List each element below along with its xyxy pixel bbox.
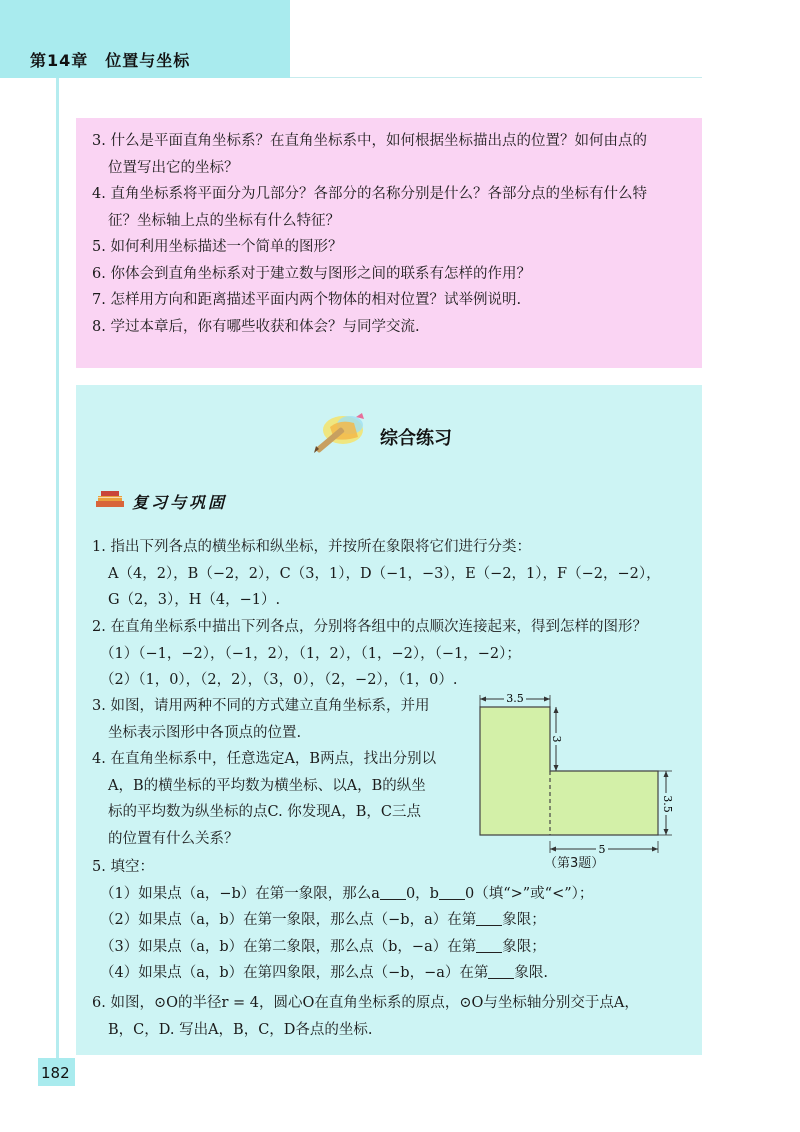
exercise-text: 的位置有什么关系？	[108, 830, 239, 847]
exercise-text: A，B的横坐标的平均数为横坐标、以A，B的纵坐	[108, 777, 426, 794]
blank-prefix: （3）如果点（a，b）在第二象限，那么点（b，−a）在第	[100, 938, 477, 955]
blank-suffix: 象限；	[502, 912, 546, 928]
fill-blank-3	[92, 934, 692, 961]
review-question-4	[92, 181, 682, 234]
exercise-1	[92, 534, 692, 614]
answer-blank	[476, 912, 502, 926]
subsection-title: 复习与巩固	[132, 493, 228, 512]
review-questions-panel	[76, 118, 702, 368]
arrowhead	[544, 697, 550, 702]
dimension-label-bottom: 5	[598, 843, 606, 856]
exercise-text: B，C，D. 写出A，B，C，D各点的坐标.	[108, 1021, 373, 1038]
exercise-2	[92, 614, 692, 694]
review-question-text: 征？坐标轴上点的坐标有什么特征？	[108, 212, 340, 229]
pencil-book-icon	[310, 405, 372, 455]
exercise-text: 5. 填空：	[92, 859, 154, 875]
fill-blank-4	[92, 960, 692, 987]
fill-blank-1	[92, 881, 692, 908]
blank-suffix: 象限.	[514, 965, 548, 981]
review-question-text: 位置写出它的坐标？	[108, 159, 239, 176]
exercise-text: 2. 在直角坐标系中描出下列各点，分别将各组中的点顺次连接起来，得到怎样的图形？	[92, 619, 647, 635]
books-icon	[92, 488, 128, 510]
exercise-text: （1）（−1，−2），（−1，2），（1，2），（1，−2），（−1，−2）；	[100, 645, 521, 662]
exercise-text: 1. 指出下列各点的横坐标和纵坐标，并按所在象限将它们进行分类：	[92, 539, 531, 555]
chapter-title: 第14章 位置与坐标	[30, 51, 191, 70]
review-question-7: 7. 怎样用方向和距离描述平面内两个物体的相对位置？试举例说明.	[92, 292, 522, 308]
blank-text: 0，b	[405, 885, 439, 902]
exercise-4	[92, 746, 472, 852]
review-question-6: 6. 你体会到直角坐标系对于建立数与图形之间的联系有怎样的作用？	[92, 265, 531, 282]
exercise-text: 坐标表示图形中各顶点的位置.	[108, 724, 302, 741]
side-margin-rule	[56, 78, 59, 1058]
arrowhead	[550, 847, 556, 852]
answer-blank	[476, 939, 502, 953]
page-number: 182	[41, 1064, 70, 1082]
fill-blank-2	[92, 907, 692, 934]
review-question-text: 3. 什么是平面直角坐标系？在直角坐标系中，如何根据坐标描出点的位置？如何由点的	[92, 133, 647, 149]
arrowhead	[664, 829, 669, 835]
exercise-text: （2）（1，0），（2，2），（3，0），（2，−2），（1，0）.	[100, 672, 458, 688]
blank-prefix: （4）如果点（a，b）在第四象限，那么点（−b，−a）在第	[100, 965, 489, 981]
exercise-text: 3. 如图，请用两种不同的方式建立直角坐标系，并用	[92, 698, 430, 714]
exercise-text: G（2，3），H（4，−1）.	[108, 592, 281, 608]
dimension-label-mid: 3	[550, 735, 563, 743]
review-question-5: 5. 如何利用坐标描述一个简单的图形？	[92, 239, 343, 255]
blank-prefix: （1）如果点（a，−b）在第一象限，那么a	[100, 885, 380, 902]
header-divider	[290, 77, 702, 78]
blank-prefix: （2）如果点（a，b）在第一象限，那么点（−b，a）在第	[100, 912, 477, 928]
review-question-3	[92, 128, 682, 181]
exercise-3	[92, 693, 472, 746]
exercise-text: A（4，2），B（−2，2），C（3，1），D（−1，−3），E（−2，1），F（−2，−2），	[108, 565, 661, 582]
answer-blank	[488, 965, 514, 979]
dimension-label-right: 3.5	[661, 795, 674, 813]
arrowhead	[554, 707, 559, 713]
l-shape	[480, 707, 658, 835]
figure-caption: （第3题）	[544, 856, 605, 871]
exercise-text: 标的平均数为纵坐标的点C. 你发现A，B，C三点	[108, 804, 422, 820]
blank-suffix: 象限；	[502, 938, 546, 955]
arrowhead	[480, 697, 486, 702]
section-title: 综合练习	[380, 428, 452, 449]
exercise-text: 4. 在直角坐标系中，任意选定A，B两点，找出分别以	[92, 751, 437, 767]
arrowhead	[652, 847, 658, 852]
exercise-5	[92, 854, 692, 987]
blank-suffix: 0（填“>”或“<”）；	[464, 885, 594, 902]
exercise-text: 6. 如图，⊙O的半径r = 4，圆心O在直角坐标系的原点，⊙O与坐标轴分别交于点A，	[92, 995, 639, 1011]
arrowhead	[664, 771, 669, 777]
dimension-label-top: 3.5	[506, 693, 524, 705]
arrowhead	[554, 765, 559, 771]
answer-blank	[439, 886, 465, 900]
review-question-text: 4. 直角坐标系将平面分为几部分？各部分的名称分别是什么？各部分点的坐标有什么特	[92, 186, 647, 202]
l-shape-figure	[468, 693, 676, 873]
answer-blank	[380, 886, 406, 900]
exercise-6	[92, 990, 692, 1043]
review-question-8: 8. 学过本章后，你有哪些收获和体会？与同学交流.	[92, 318, 420, 335]
